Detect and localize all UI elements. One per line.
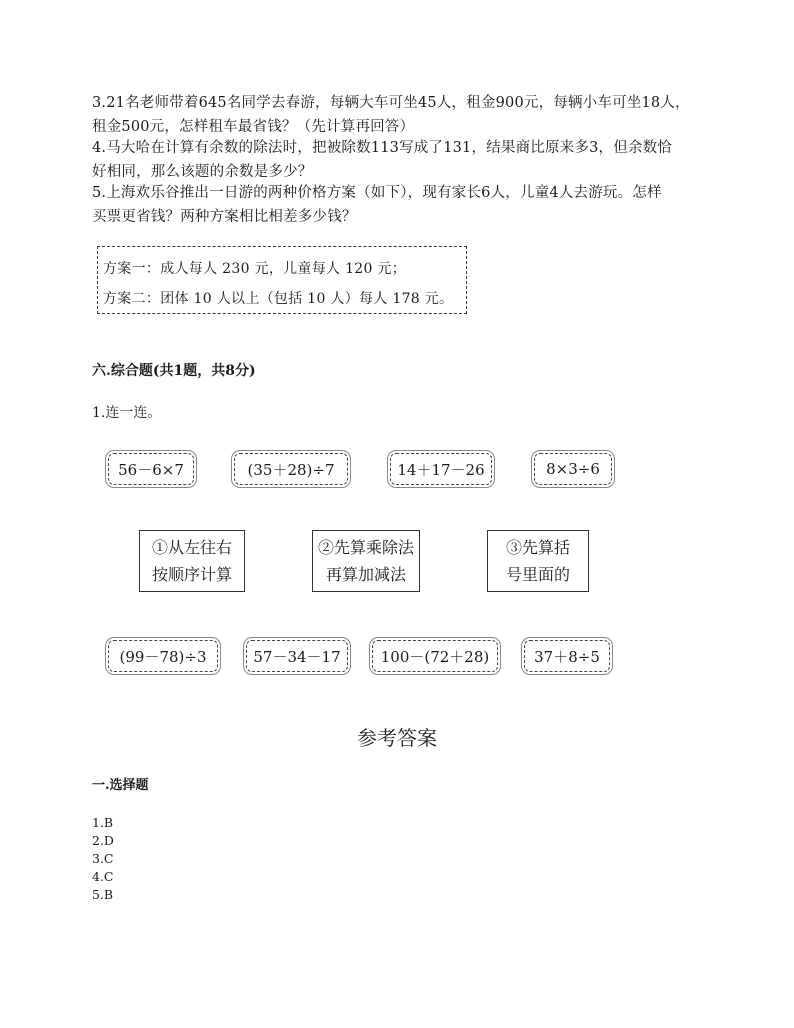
question-4-line2: 好相同，那么该题的余数是多少？ xyxy=(92,164,313,180)
top-expression-1: 56－6×7 xyxy=(108,453,194,485)
bottom-expression-3: 100－(72＋28) xyxy=(372,640,498,672)
question-3-line2: 租金500元，怎样租车最省钱？（先计算再回答） xyxy=(92,119,415,135)
bottom-expression-4: 37＋8÷5 xyxy=(524,640,610,672)
pricing-plans-box xyxy=(97,246,467,314)
rule-box-2 xyxy=(312,530,420,592)
top-expression-2: (35＋28)÷7 xyxy=(234,453,348,485)
rule-box-1 xyxy=(139,530,245,592)
question-5 xyxy=(92,181,712,229)
rule-3-line1: ③先算括 xyxy=(505,538,570,557)
answer-1: 1.B xyxy=(92,815,114,830)
top-expression-3: 14＋17－26 xyxy=(390,453,492,485)
answer-4: 4.C xyxy=(92,869,114,884)
bottom-expression-1: (99－78)÷3 xyxy=(108,640,218,672)
question-4 xyxy=(92,136,712,184)
plan-one: 方案一：成人每人 230 元，儿童每人 120 元； xyxy=(103,261,407,277)
question-5-line1: 5.上海欢乐谷推出一日游的两种价格方案（如下），现有家长6人，儿童4人去游玩。怎样 xyxy=(92,185,662,201)
top-expression-4: 8×3÷6 xyxy=(534,453,612,485)
answer-2: 2.D xyxy=(92,833,114,848)
plan-two: 方案二：团体 10 人以上（包括 10 人）每人 178 元。 xyxy=(103,291,454,307)
rule-box-3 xyxy=(487,530,589,592)
answers-title: 参考答案 xyxy=(357,726,437,750)
answer-3: 3.C xyxy=(92,851,114,866)
rule-2-line1: ②先算乘除法 xyxy=(317,538,414,557)
question-3 xyxy=(92,91,712,139)
question-5-line2: 买票更省钱？两种方案相比相差多少钱？ xyxy=(92,209,357,225)
rule-2-line2: 再算加减法 xyxy=(325,565,406,584)
question-3-line1: 3.21名老师带着645名同学去春游，每辆大车可坐45人，租金900元，每辆小车可坐18人， xyxy=(92,95,690,111)
bottom-expression-2: 57－34－17 xyxy=(246,640,348,672)
question-4-line1: 4.马大哈在计算有余数的除法时，把被除数113写成了131，结果商比原来多3，但余数恰 xyxy=(92,140,673,156)
section-6-question: 1.连一连。 xyxy=(92,405,162,421)
rule-1-line1: ①从左往右 xyxy=(151,538,232,557)
section-6-title: 六.综合题(共1题，共8分) xyxy=(92,363,256,379)
rule-1-line2: 按顺序计算 xyxy=(151,565,232,584)
rule-3-line2: 号里面的 xyxy=(505,565,570,584)
answer-5: 5.B xyxy=(92,887,114,902)
answers-section-title: 一.选择题 xyxy=(92,778,149,793)
